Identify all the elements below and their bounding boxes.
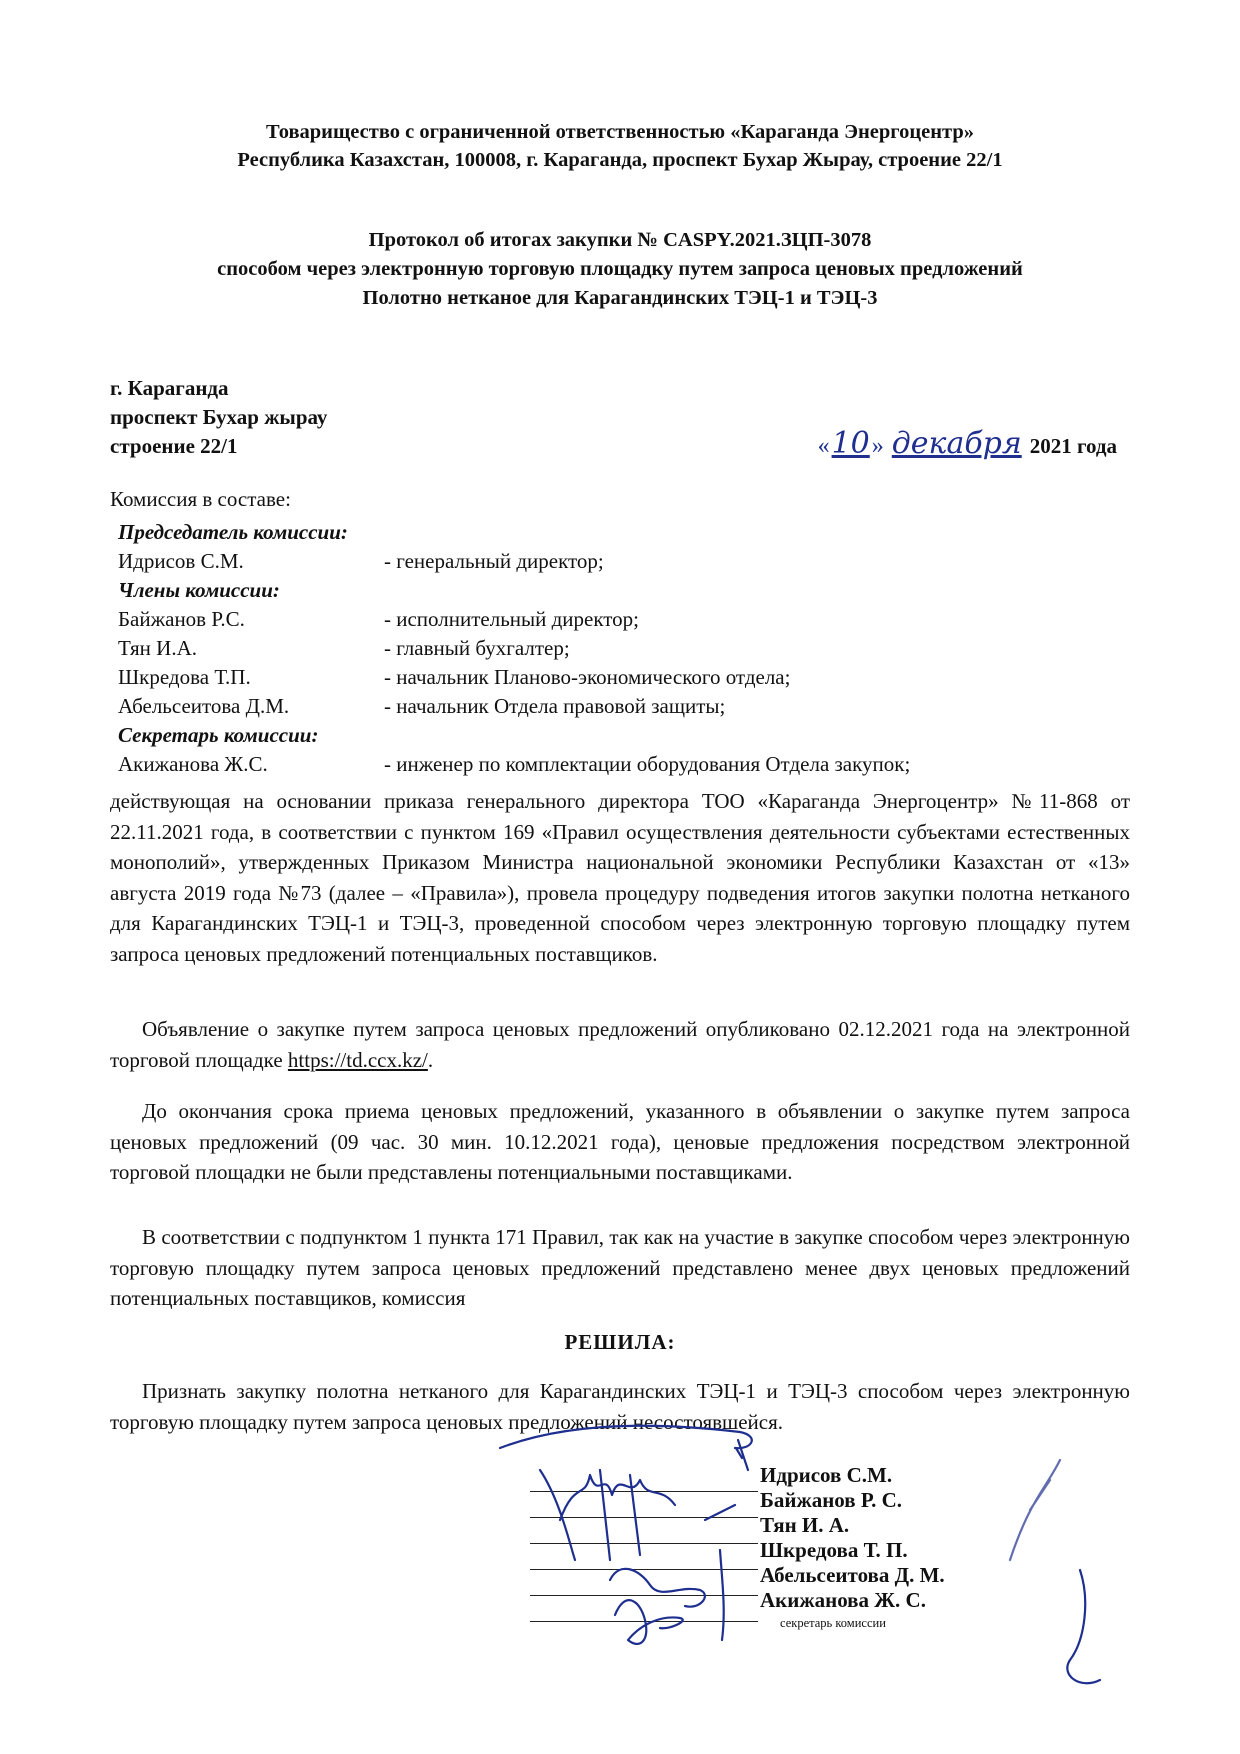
member-name: Шкредова Т.П. <box>118 665 251 689</box>
document-place <box>110 374 327 461</box>
protocol-method: способом через электронную торговую площадку путем запроса ценовых предложений <box>217 258 1023 280</box>
commission-members-table <box>118 520 910 781</box>
signature-line <box>530 1518 758 1544</box>
protocol-title <box>110 226 1130 313</box>
member-name: Байжанов Р.С. <box>118 607 245 631</box>
signature-stroke <box>1010 1460 1060 1560</box>
role-heading-text: Члены комиссии: <box>118 578 280 602</box>
signature-line <box>530 1544 758 1570</box>
signature-line <box>530 1466 758 1492</box>
document-date <box>818 426 1117 461</box>
member-role: - генеральный директор; <box>384 549 604 573</box>
commission-member-row <box>118 694 910 723</box>
organization-address: Республика Казахстан, 100008, г. Караганда, проспект Бухар Жырау, строение 22/1 <box>237 149 1003 171</box>
secretary-note: секретарь комиссии <box>780 1616 886 1630</box>
commission-role-heading <box>118 520 910 549</box>
role-heading-text: Председатель комиссии: <box>118 520 348 544</box>
decided-heading: РЕШИЛА: <box>564 1330 676 1354</box>
commission-member-row <box>118 607 910 636</box>
commission-member-row <box>118 549 910 578</box>
member-role: - инженер по комплектации оборудования Отдела закупок; <box>384 752 911 776</box>
protocol-number: Протокол об итогах закупки № CASPY.2021.ЗЦП-3078 <box>368 229 872 251</box>
signatory-names <box>760 1463 945 1613</box>
signature-stroke <box>1067 1570 1100 1683</box>
signature-lines <box>530 1466 758 1622</box>
organization-name: Товарищество с ограниченной ответственностью «Караганда Энергоцентр» <box>265 121 975 143</box>
member-name: Тян И.А. <box>118 636 198 660</box>
date-month-handwritten: декабря <box>891 426 1022 461</box>
member-role: - начальник Отдела правовой защиты; <box>384 694 726 718</box>
announcement-end: . <box>427 1047 434 1072</box>
protocol-subject: Полотно нетканое для Карагандинских ТЭЦ-1 и ТЭЦ-3 <box>362 287 878 309</box>
place-building: строение 22/1 <box>110 434 238 458</box>
organization-header <box>110 118 1130 174</box>
paragraph-announcement <box>110 1014 1130 1075</box>
commission-role-heading <box>118 578 910 607</box>
commission-title: Комиссия в составе: <box>110 487 291 511</box>
paragraph-basis: действующая на основании приказа генерального директора ТОО «Караганда Энергоцентр» №11-868 от 22.11.2021 года, в соответствии с пунктом 169 «Правил осуществления деятельности субъектами естественных монополий», утвержденных Приказом Министра национальной экономики Республики Казахстан от «13» августа 2019 года №73 (далее – «Правила»), провела процедуру подведения итогов закупки полотна нетканого для Карагандинских ТЭЦ-1 и ТЭЦ-3, проведенной способом через электронную торговую площадку путем запроса ценовых предложений потенциальных поставщиков. <box>110 789 1130 966</box>
signatory-name: Акижанова Ж. С. <box>760 1588 926 1612</box>
paragraph-grounds: В соответствии с подпунктом 1 пункта 171 Правил, так как на участие в закупке способом через электронную торговую площадку путем запроса ценовых предложений представлено менее двух ценовых предложений потенциальных поставщиков, комиссия <box>110 1225 1130 1310</box>
signatory-name: Абельсеитова Д. М. <box>760 1563 945 1587</box>
signature-line <box>530 1596 758 1622</box>
date-day-handwritten: 10 <box>831 426 870 461</box>
commission-member-row <box>118 636 910 665</box>
member-role: - исполнительный директор; <box>384 607 640 631</box>
signatory-name: Тян И. А. <box>760 1513 850 1537</box>
place-street: проспект Бухар жырау <box>110 405 328 429</box>
commission-member-row <box>118 665 910 694</box>
date-year: 2021 года <box>1029 434 1117 458</box>
date-open-quote: « <box>817 433 830 459</box>
member-role: - начальник Планово-экономического отдела; <box>384 665 791 689</box>
place-city: г. Караганда <box>110 376 229 400</box>
member-role: - главный бухгалтер; <box>384 636 570 660</box>
platform-link[interactable]: https://td.ccx.kz/ <box>287 1047 428 1072</box>
signatory-name: Шкредова Т. П. <box>760 1538 908 1562</box>
signature-line <box>530 1570 758 1596</box>
paragraph-deadline: До окончания срока приема ценовых предложений, указанного в объявлении о закупке путем запроса ценовых предложений (09 час. 30 мин. 10.12.2021 года), ценовые предложения посредством электронной торговой площадки не были представлены потенциальными поставщиками. <box>110 1099 1130 1184</box>
announcement-text: Объявление о закупке путем запроса ценовых предложений опубликовано 02.12.2021 года на электронной торговой площадке <box>110 1017 1130 1072</box>
date-close-quote: » <box>871 433 884 459</box>
member-name: Абельсеитова Д.М. <box>118 694 290 718</box>
paragraph-decision: Признать закупку полотна нетканого для Карагандинских ТЭЦ-1 и ТЭЦ-3 способом через электронную торговую площадку путем запроса ценовых предложений несостоявшейся. <box>110 1379 1130 1434</box>
signature-line <box>530 1492 758 1518</box>
commission-member-row <box>118 752 910 781</box>
signatory-name: Идрисов С.М. <box>760 1463 893 1487</box>
signatory-name: Байжанов Р. С. <box>760 1488 902 1512</box>
member-name: Идрисов С.М. <box>118 549 244 573</box>
commission-role-heading <box>118 723 910 752</box>
member-name: Акижанова Ж.С. <box>118 752 268 776</box>
role-heading-text: Секретарь комиссии: <box>118 723 319 747</box>
